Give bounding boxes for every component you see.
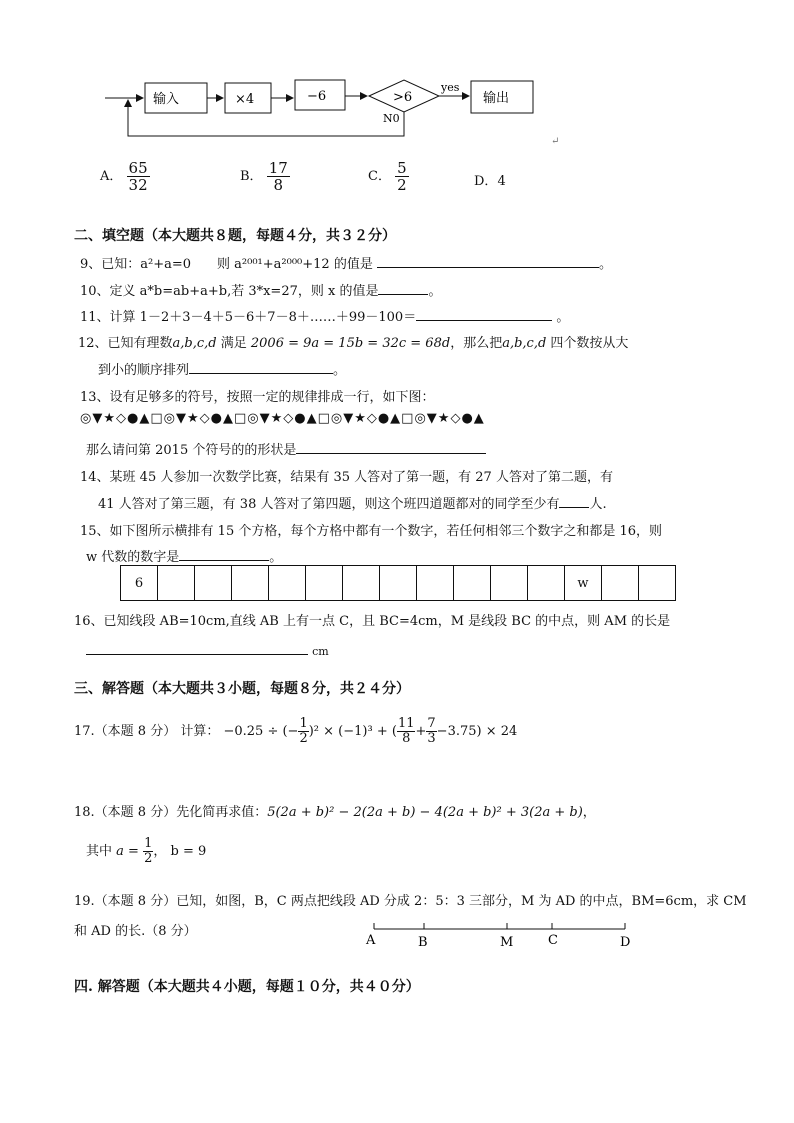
question-10: 10、定义 a*b=ab+a+b,若 3*x=27，则 x 的值是 。 [80, 284, 442, 299]
question-19-line-2: 和 AD 的长.（8 分） [74, 924, 197, 939]
flow-no-label: N0 [383, 112, 400, 125]
question-13-line-3: 那么请问第 2015 个符号的的形状是 [86, 439, 486, 458]
grid-cell [417, 566, 454, 601]
q8-option-d: D．4 [474, 174, 506, 189]
question-12: 12、已知有理数a,b,c,d 满足 2006 = 9a = 15b = 32c = 68d，那么把a,b,c,d 四个数按从大 [78, 336, 629, 351]
point-label-a: A [366, 933, 376, 948]
grid-cell [195, 566, 232, 601]
grid-cell [158, 566, 195, 601]
flow-mul-label: ×4 [235, 92, 255, 107]
q8-option-b: B． $\frac{17}{8}$ [240, 159, 288, 194]
question-9: 9、已知：a²+a=0 则 a²⁰⁰¹+a²⁰⁰⁰+12 的值是 。 [80, 257, 612, 272]
point-label-c: C [548, 933, 558, 948]
question-18-line-2: 其中 a = $\frac{1}{2}$ ， b = 9 [86, 836, 207, 866]
point-label-d: D [620, 935, 631, 950]
question-15: 15、如下图所示横排有 15 个方格，每个方格中都有一个数字，若任何相邻三个数字之和都是 16，则 [80, 524, 663, 539]
section-3-title: 三、解答题（本大题共３小题，每题８分，共２４分） [74, 681, 410, 697]
flow-cond-label: >6 [393, 90, 413, 105]
grid-cell [343, 566, 380, 601]
flow-yes-label: yes [441, 81, 460, 94]
flow-input-label: 输入 [153, 92, 180, 107]
point-label-b: B [418, 935, 428, 950]
question-11: 11、计算 1－2＋3－4＋5－6＋7－8＋……＋99－100＝ 。 [80, 310, 570, 325]
grid-cell [528, 566, 565, 601]
grid-cell [602, 566, 639, 601]
grid-cell: 6 [121, 566, 158, 601]
grid-cell [491, 566, 528, 601]
number-grid [120, 565, 676, 601]
point-label-m: M [500, 935, 514, 950]
question-18: 18.（本题 8 分）先化简再求值：5(2a + b)² − 2(2a + b) − 4(2a + b)² + 3(2a + b)， [74, 805, 596, 820]
flow-output-label: 输出 [483, 91, 510, 106]
grid-cell [306, 566, 343, 601]
question-14: 14、某班 45 人参加一次数学比赛，结果有 35 人答对了第一题，有 27 人答对了第二题，有 [80, 470, 613, 485]
question-13: 13、设有足够多的符号，按照一定的规律排成一行，如下图： [80, 390, 435, 405]
symbol-sequence: ◎▼★◇●▲□◎▼★◇●▲□◎▼★◇●▲□◎▼★◇●▲□◎▼★◇●▲ [80, 411, 485, 426]
question-19: 19.（本题 8 分）已知，如图，B，C 两点把线段 AD 分成 2：5：3 三部分，M 为 AD 的中点，BM=6cm，求 CM [74, 894, 747, 909]
section-2-title: 二、填空题（本大题共８题，每题４分，共３２分） [74, 228, 396, 244]
segment-diagram [360, 915, 640, 951]
section-4-title: 四. 解答题（本大题共４小题，每题１０分，共４０分） [74, 979, 420, 995]
grid-cell [454, 566, 491, 601]
grid-cell [232, 566, 269, 601]
question-15-line-2: w 代数的数字是 。 [86, 550, 283, 565]
question-14-line-2: 41 人答对了第三题，有 38 人答对了第四题，则这个班四道题都对的同学至少有 人. [98, 497, 607, 512]
q8-option-a: A． $\frac{65}{32}$ [100, 159, 148, 194]
return-mark: ↵ [551, 136, 560, 147]
question-16-line-2: cm [86, 642, 329, 659]
question-12-line-2: 到小的顺序排列 。 [98, 363, 347, 378]
grid-cell [380, 566, 417, 601]
flowchart [95, 70, 565, 150]
flow-sub-label: −6 [307, 89, 327, 104]
grid-cell [269, 566, 306, 601]
q8-option-c: C． $\frac{5}{2}$ [368, 159, 407, 194]
grid-cell: w [565, 566, 602, 601]
grid-cell [639, 566, 676, 601]
question-16: 16、已知线段 AB=10cm,直线 AB 上有一点 C，且 BC=4cm，M 是线段 BC 的中点，则 AM 的长是 [74, 614, 671, 629]
question-17: 17.（本题 8 分） 计算： −0.25 ÷ (− $\frac{1}{2}$ )² × (−1)³ + ( $\frac{11}{8}$ + $\frac{7}{3}$ −3.75) × 24 [74, 716, 518, 746]
